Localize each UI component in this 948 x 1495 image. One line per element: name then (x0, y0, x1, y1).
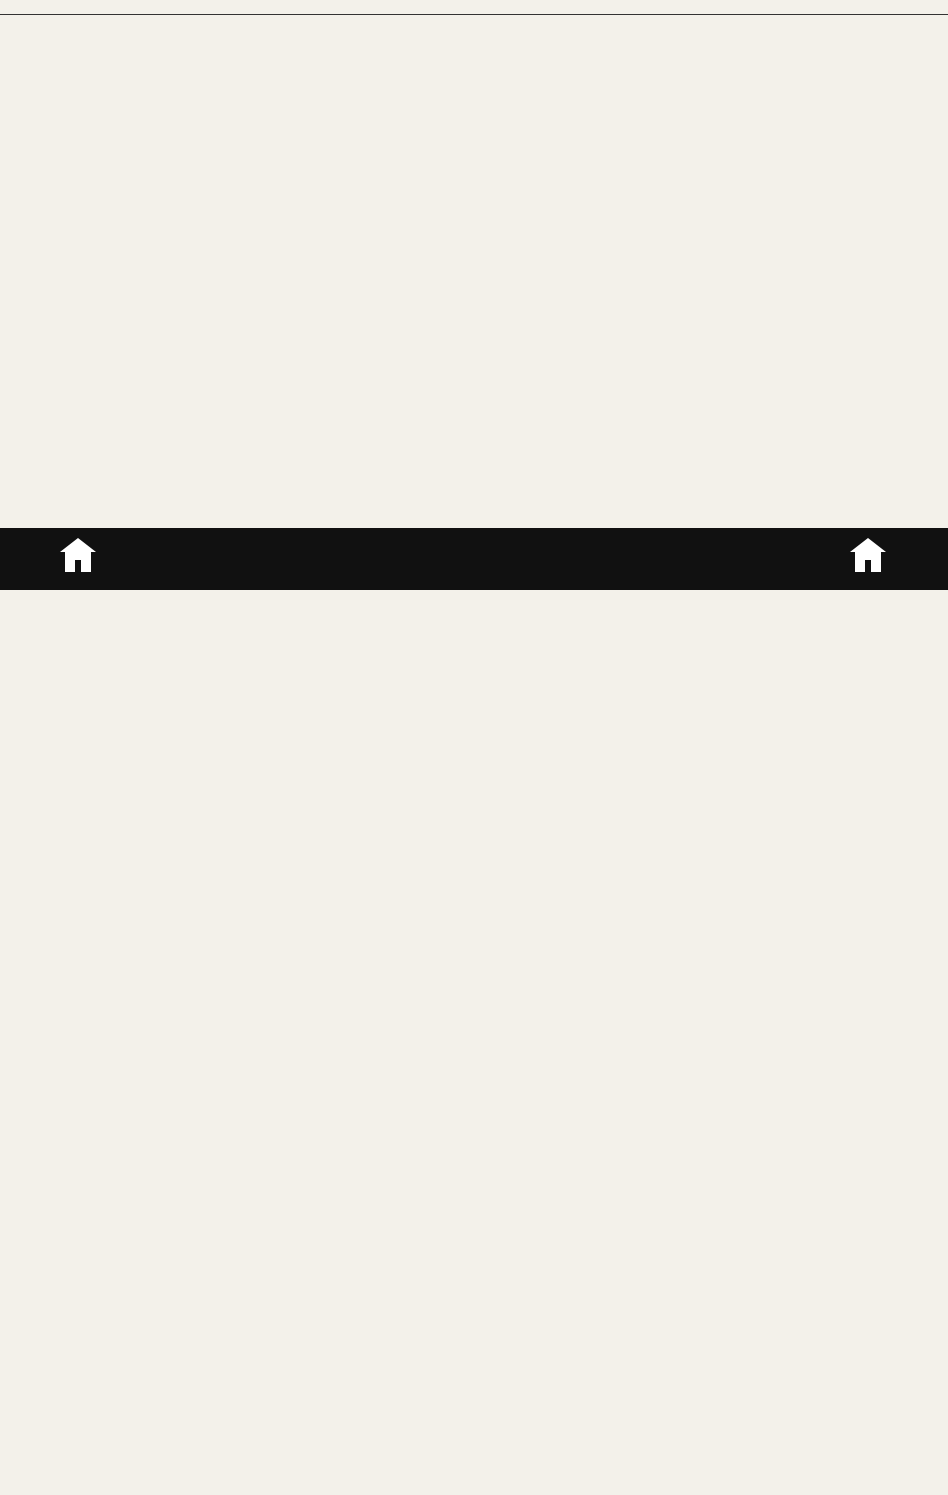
classifieds-top (0, 18, 948, 526)
service-guide-columns (0, 592, 948, 1495)
home-service-guide-banner (0, 528, 948, 590)
page-header (0, 0, 948, 15)
house-icon (850, 538, 886, 572)
house-icon (60, 538, 96, 572)
